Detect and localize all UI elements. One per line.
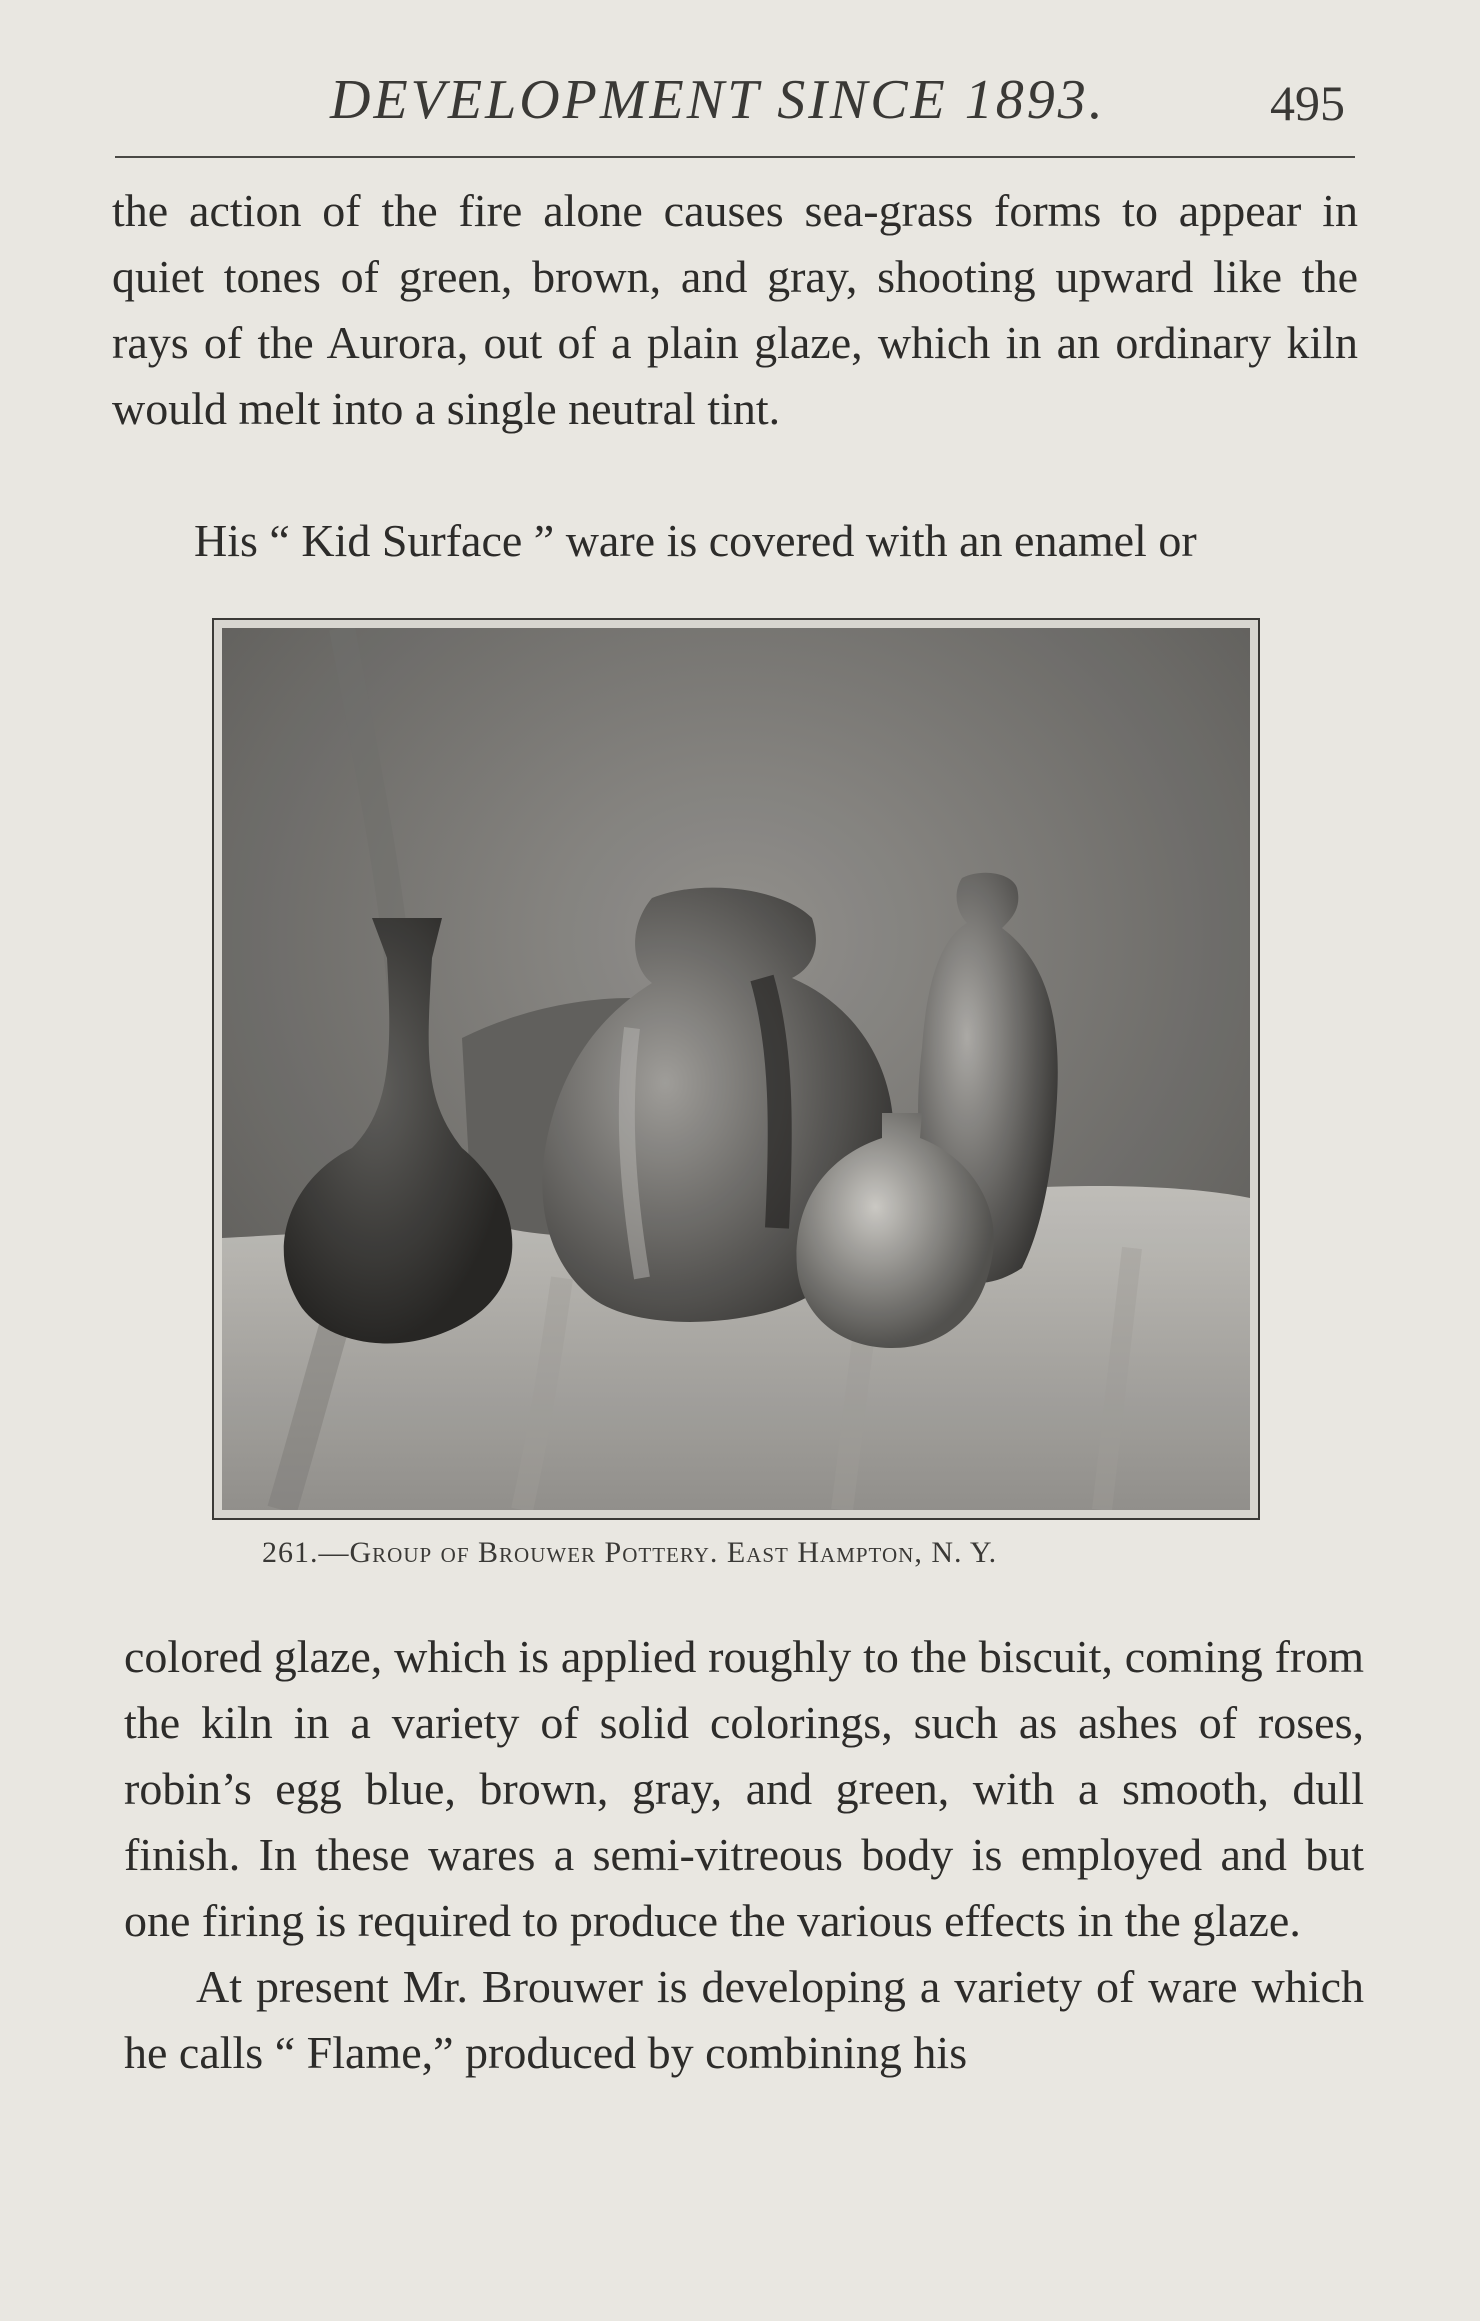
pottery-photograph — [212, 618, 1260, 1520]
running-head: DEVELOPMENT SINCE 1893. — [330, 69, 1106, 131]
paragraph-2: His “ Kid Surface ” ware is covered with an enamel or — [194, 515, 1197, 566]
figure-caption: 261.—Group of Brouwer Pottery. East Hampton, N. Y. — [262, 1536, 998, 1569]
paragraph-4: At present Mr. Brouwer is developing a variety of ware which he calls “ Flame,” produced by combining his — [124, 1961, 1364, 2078]
paragraph-1: the action of the fire alone causes sea-grass forms to appear in quiet tones of green, brown, and gray, shooting upward like the rays of the Aurora, out of a plain glaze, which in an ordinary kiln would melt into a single neutral tint. — [112, 185, 1358, 434]
page-number: 495 — [1270, 75, 1345, 131]
paragraph-3: colored glaze, which is applied roughly to the biscuit, coming from the kiln in a variety of solid colorings, such as ashes of roses, robin’s egg blue, brown, gray, and green, with a smooth, dull finish. In these wares a semi-vitreous body is employed and but one firing is required to produce the various effects in the glaze. — [124, 1631, 1364, 1946]
pottery-photograph-image — [222, 628, 1250, 1510]
header-rule — [115, 156, 1355, 158]
